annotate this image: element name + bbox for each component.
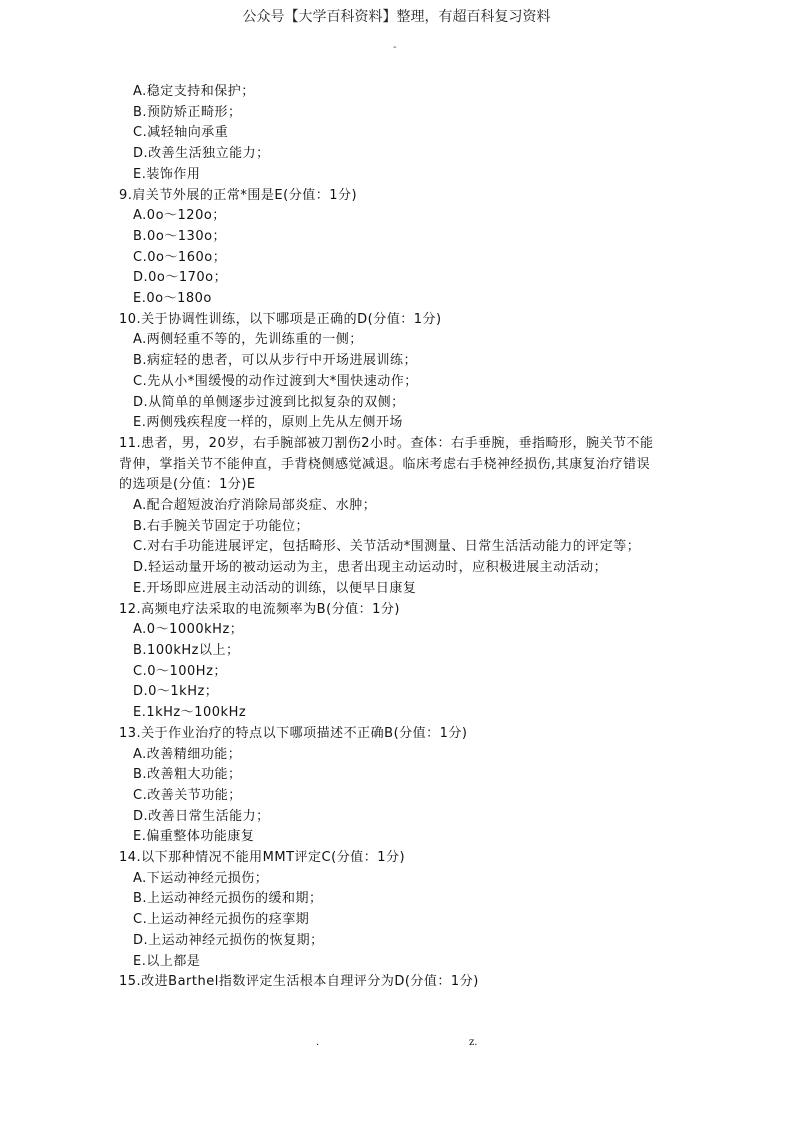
option-line: B.改善粗大功能；	[133, 767, 242, 783]
option-line: B.0o～130o；	[133, 228, 227, 244]
option-line: E.偏重整体功能康复	[133, 829, 255, 845]
option-line: D.轻运动量开场的被动运动为主，患者出现主动运动时，应积极进展主动活动；	[133, 560, 608, 576]
option-line: A.配合超短波治疗消除局部炎症、水肿；	[133, 498, 377, 514]
option-line: D.从简单的单侧逐步过渡到比拟复杂的双侧；	[133, 394, 405, 410]
option-line: C.减轻轴向承重	[133, 125, 229, 141]
question-line: 的选项是(分值：1分)E	[119, 477, 256, 493]
option-line: A.下运动神经元损伤；	[133, 870, 269, 886]
option-line: E.两侧残疾程度一样的，原则上先从左侧开场	[133, 415, 403, 431]
question-line: 9.肩关节外展的正常*围是E(分值：1分)	[119, 187, 358, 203]
option-line: A.0o～120o；	[133, 208, 226, 224]
option-line: E.0o～180o	[133, 291, 212, 307]
option-line: B.病症轻的患者，可以从步行中开场进展训练；	[133, 353, 418, 369]
option-line: A.稳定支持和保护；	[133, 84, 255, 99]
question-line: 13.关于作业治疗的特点以下哪项描述不正确B(分值：1分)	[119, 725, 468, 741]
option-line: C.对右手功能进展评定，包括畸形、关节活动*围测量、日常生活活动能力的评定等；	[133, 539, 641, 555]
question-line: 10.关于协调性训练，以下哪项是正确的D(分值：1分)	[119, 311, 442, 327]
question-line: 11.患者，男，20岁，右手腕部被刀割伤2小时。查体：右手垂腕，垂指畸形，腕关节不能	[119, 435, 654, 451]
option-line: B.预防矫正畸形；	[133, 104, 242, 120]
option-line: C.上运动神经元损伤的痉挛期	[133, 912, 310, 928]
option-line: A.改善精细功能；	[133, 746, 242, 762]
question-line: 15.改进Barthel指数评定生活根本自理评分为D(分值：1分)	[119, 974, 479, 990]
question-line: 14.以下那种情况不能用MMT评定C(分值：1分)	[119, 850, 406, 866]
option-line: E.以上都是	[133, 953, 201, 969]
footer-right-mark: z.	[469, 1037, 478, 1048]
option-line: D.0～1kHz；	[133, 684, 219, 700]
option-line: B.100kHz以上；	[133, 642, 240, 658]
option-line: A.两侧轻重不等的，先训练重的一侧；	[133, 332, 363, 348]
footer-left-mark: .	[316, 1037, 320, 1048]
option-line: D.0o～170o；	[133, 270, 228, 286]
option-line: C.0～100Hz；	[133, 663, 227, 679]
option-line: D.上运动神经元损伤的恢复期；	[133, 932, 324, 948]
option-line: D.改善生活独立能力；	[133, 146, 270, 162]
option-line: B.上运动神经元损伤的缓和期；	[133, 891, 323, 907]
option-line: A.0～1000kHz；	[133, 622, 244, 638]
option-line: C.先从小*围缓慢的动作过渡到大*围快速动作；	[133, 373, 418, 389]
page-header: 公众号【大学百科资料】整理，有超百科复习资料	[242, 9, 551, 25]
option-line: E.装饰作用	[133, 166, 201, 182]
option-line: E.1kHz～100kHz	[133, 705, 247, 721]
option-line: B.右手腕关节固定于功能位；	[133, 518, 310, 534]
question-line: 12.高频电疗法采取的电流频率为B(分值：1分)	[119, 601, 401, 617]
option-line: D.改善日常生活能力；	[133, 808, 270, 824]
option-line: E.开场即应进展主动活动的训练，以便早日康复	[133, 580, 417, 596]
option-line: C.改善关节功能；	[133, 787, 242, 803]
option-line: C.0o～160o；	[133, 249, 227, 265]
question-line: 背伸，掌指关节不能伸直，手背桡侧感觉减退。临床考虑右手桡神经损伤,其康复治疗错误	[119, 456, 651, 472]
question-content	[0, 82, 793, 993]
top-mark: -	[393, 42, 397, 53]
